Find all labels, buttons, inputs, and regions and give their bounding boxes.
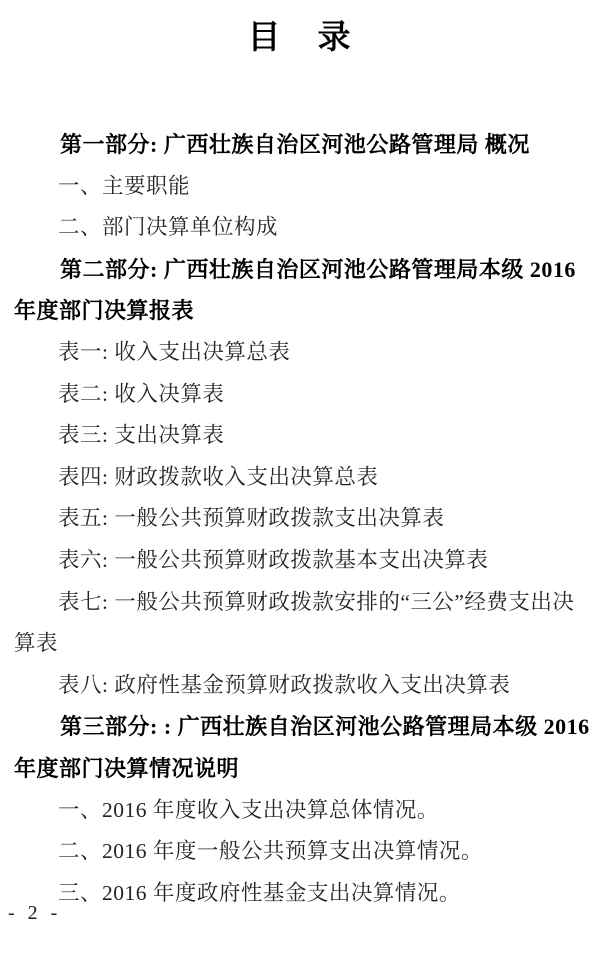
toc-section-2-heading: 第二部分: 广西壮族自治区河池公路管理局本级 2016 年度部门决算报表 <box>14 256 576 324</box>
toc-section-1 <box>14 124 592 249</box>
toc-item: 三、2016 年度政府性基金支出决算情况。 <box>58 880 461 905</box>
toc-item: 二、2016 年度一般公共预算支出决算情况。 <box>58 839 483 864</box>
toc-item: 表八: 政府性基金预算财政拨款收入支出决算表 <box>58 672 511 697</box>
toc-section-3 <box>14 706 592 914</box>
toc-item: 表四: 财政拨款收入支出决算总表 <box>58 464 379 489</box>
toc-item: 一、2016 年度收入支出决算总体情况。 <box>58 797 439 822</box>
toc-item: 表六: 一般公共预算财政拨款基本支出决算表 <box>58 547 489 572</box>
toc-section-3-heading: 第三部分: : 广西壮族自治区河池公路管理局本级 2016 年度部门决算情况说明 <box>14 714 590 781</box>
page-title: 目 录 <box>247 20 353 56</box>
toc-item: 表二: 收入决算表 <box>58 381 225 406</box>
toc-item: 表三: 支出决算表 <box>58 423 225 448</box>
toc-section-2 <box>14 249 592 707</box>
toc-item: 一、主要职能 <box>58 173 191 198</box>
toc-content <box>0 62 600 914</box>
toc-item: 表五: 一般公共预算财政拨款支出决算表 <box>58 506 445 531</box>
toc-item: 表七: 一般公共预算财政拨款安排的“三公”经费支出决算表 <box>14 589 575 656</box>
toc-item: 表一: 收入支出决算总表 <box>58 339 291 364</box>
toc-section-1-heading: 第一部分: 广西壮族自治区河池公路管理局 概况 <box>60 132 530 157</box>
page-number: - 2 - <box>8 902 62 924</box>
toc-item: 二、部门决算单位构成 <box>58 215 279 240</box>
